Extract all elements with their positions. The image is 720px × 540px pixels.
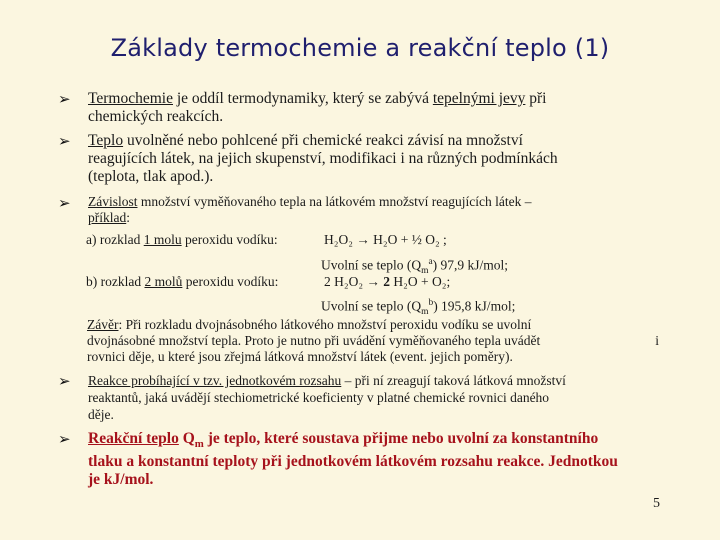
arrow-bullet-icon: ➢: [58, 90, 71, 108]
reaction-b-pre: b) rozklad: [86, 274, 145, 289]
reaction-a-amount: 1 molu: [143, 232, 182, 247]
reaction-a-label: [86, 232, 278, 248]
reaction-b-eq-post: H₂O + O₂;: [390, 274, 451, 289]
reaction-b-eq-coef: 2: [383, 274, 391, 289]
arrow-bullet-icon: ➢: [58, 132, 71, 150]
reaction-b-heat-sup: b: [428, 298, 434, 308]
term-zaver: Závěr: [87, 317, 119, 332]
page-number: 5: [653, 496, 660, 511]
reaction-a-heat-sub: m: [421, 266, 429, 277]
b5-qsub: m: [194, 438, 204, 451]
arrow-bullet-icon: ➢: [58, 372, 71, 390]
b5-line3: je kJ/mol.: [88, 471, 154, 489]
b2-line3: (teplota, tlak apod.).: [88, 168, 214, 185]
arrow-bullet-icon: ➢: [58, 194, 71, 212]
arrow-bullet-icon: ➢: [58, 430, 71, 448]
reaction-b-amount: 2 molů: [144, 274, 183, 289]
conclusion-line2: dvojnásobné množství tepla. Proto je nutno při uvádění vyměňovaného tepla uvádět: [87, 333, 541, 348]
reaction-a-heat-pre: Uvolní se teplo (Q: [321, 257, 422, 273]
bullet-reakce-jednotkovy: [60, 372, 660, 423]
reaction-a-pre: a) rozklad: [86, 232, 144, 247]
reaction-a-post: peroxidu vodíku:: [181, 232, 278, 247]
term-priklad: příklad: [88, 210, 127, 225]
b5-line1: je teplo, které soustava přijme nebo uvolní za konstantního: [203, 430, 599, 447]
b2-line1: uvolněné nebo pohlcené při chemické reakci závisí na množství: [123, 132, 523, 149]
b2-line2: reagujících látek, na jejich skupenství, modifikaci i na různých podmínkách: [88, 150, 558, 167]
reaction-a-heat-sup: a: [428, 257, 433, 267]
bullet-zavislost: [60, 194, 660, 226]
term-termochemie: Termochemie: [88, 90, 173, 107]
b4-line2: reaktantů, jaká uvádějí stechiometrické koeficienty v platné chemické rovnici daného: [88, 390, 550, 405]
b4-line3: děje.: [88, 407, 114, 422]
term-teplo: Teplo: [88, 132, 124, 149]
b1-line2: chemických reakcích.: [88, 108, 224, 125]
reaction-b-equation: [324, 274, 450, 290]
reaction-a-equation: H₂O₂ → H₂O + ½ O₂ ;: [324, 232, 447, 247]
conclusion-line1: : Při rozkladu dvojnásobného látkového množství peroxidu vodíku se uvolní: [118, 317, 532, 332]
reaction-b-eq-pre: 2 H₂O₂ →: [324, 274, 384, 289]
b1-end: při: [525, 90, 547, 107]
b5-line2: tlaku a konstantní teploty při jednotkovém látkovém rozsahu reakce. Jednotkou: [88, 453, 618, 471]
bullet-termochemie: [60, 90, 660, 126]
conclusion-i: i: [655, 333, 659, 348]
b5-q: Q: [178, 430, 195, 447]
reaction-a-heat-post: ) 97,9 kJ/mol;: [432, 257, 509, 273]
reaction-b-heat-post: ) 195,8 kJ/mol;: [433, 298, 516, 314]
bullet-teplo: [60, 132, 660, 186]
conclusion: [87, 317, 667, 365]
b3-colon: :: [126, 210, 131, 225]
slide-title: Základy termochemie a reakční teplo (1): [110, 34, 610, 62]
reaction-b-heat-sub: m: [421, 307, 429, 318]
term-zavislost: Závislost: [88, 194, 138, 209]
term-jednotkovy-rozsah: Reakce probíhající v tzv. jednotkovém rozsahu: [88, 373, 342, 388]
b1-text: je oddíl termodynamiky, který se zabývá: [173, 90, 433, 107]
term-tepelne-jevy: tepelnými jevy: [432, 90, 526, 107]
reaction-b-label: [86, 274, 278, 290]
reaction-b-post: peroxidu vodíku:: [182, 274, 279, 289]
b4-line1: – při ní zreagují taková látková množství: [341, 373, 566, 388]
reaction-b-heat-pre: Uvolní se teplo (Q: [321, 298, 422, 314]
conclusion-line3: rovnici děje, u které jsou zřejmá látková množství látek (event. jejich poměry).: [87, 349, 513, 364]
term-reakcni-teplo: Reakční teplo: [88, 430, 179, 447]
bullet-reakcni-teplo: [60, 430, 660, 489]
b3-line1: množství vyměňovaného tepla na látkovém množství reagujících látek –: [137, 194, 532, 209]
